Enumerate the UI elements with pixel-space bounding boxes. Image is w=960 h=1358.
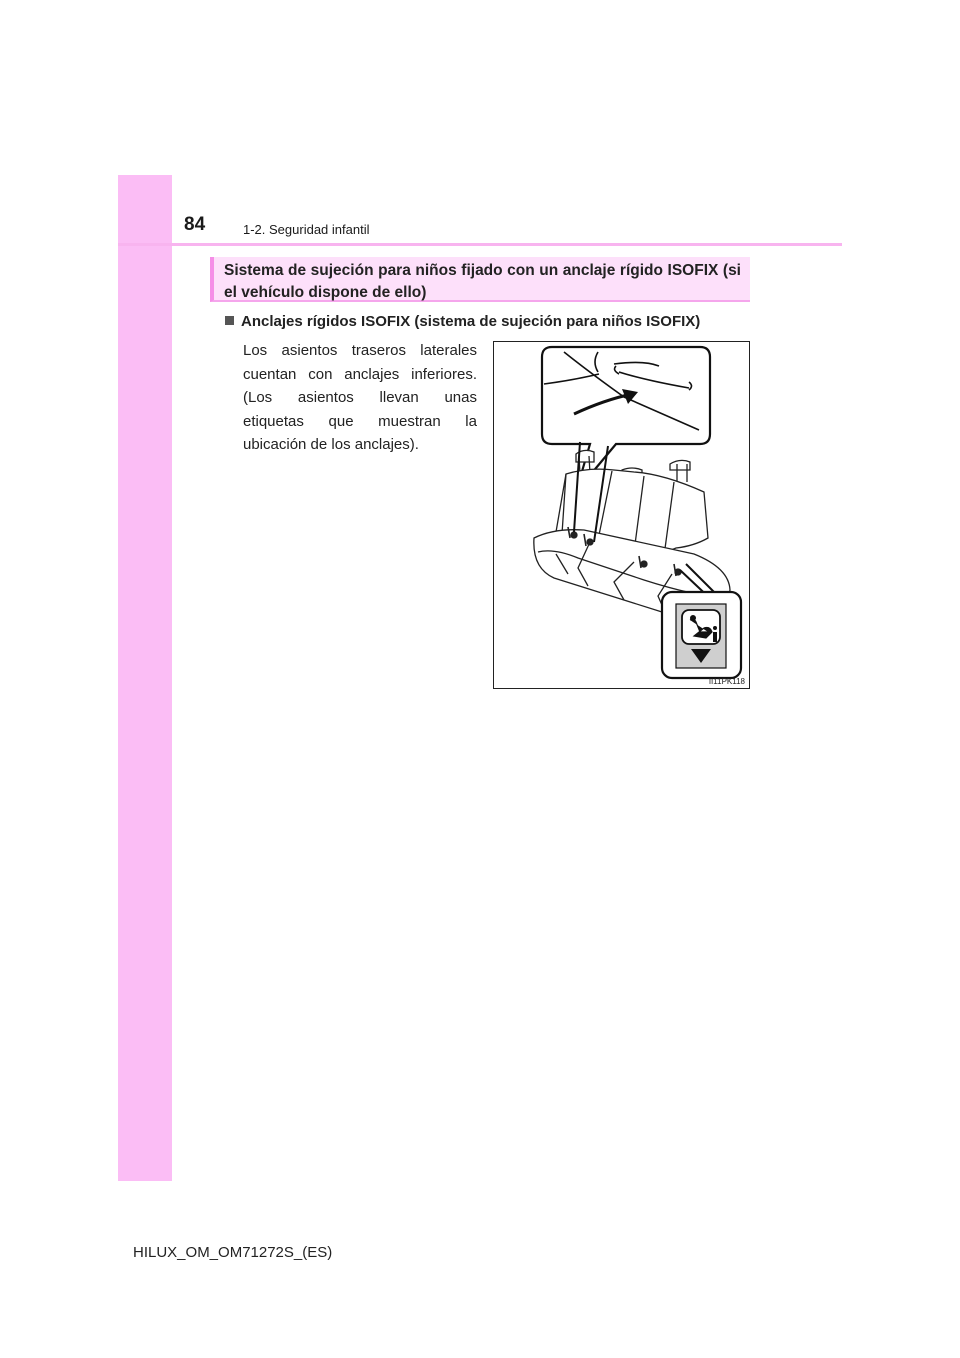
running-header: 1-2. Seguridad infantil	[243, 222, 370, 237]
rear-seat-illustration-icon	[534, 442, 730, 615]
isofix-label-callout-icon	[662, 592, 741, 678]
subheading-text: Anclajes rígidos ISOFIX (sistema de sujeción para niños ISOFIX)	[241, 313, 701, 330]
page-number: 84	[184, 214, 206, 235]
subheading	[225, 313, 700, 330]
section-box	[210, 257, 750, 302]
figure-code: II11PK118	[708, 677, 745, 686]
header-rule	[118, 243, 842, 246]
side-tab-strip	[118, 175, 172, 1181]
body-paragraph: Los asientos traseros laterales cuentan con anclajes inferiores. (Los asientos llevan unas etiquetas que muestran la ubicación de los anclajes).	[243, 342, 477, 453]
footer-doc-code: HILUX_OM_OM71272S_(ES)	[133, 1244, 333, 1261]
square-bullet-icon	[225, 316, 234, 325]
isofix-illustration	[494, 342, 750, 689]
isofix-figure	[493, 341, 750, 689]
section-title: Sistema de sujeción para niños fijado con un anclaje rígido ISOFIX (si el vehículo dispone de ello)	[224, 262, 741, 301]
